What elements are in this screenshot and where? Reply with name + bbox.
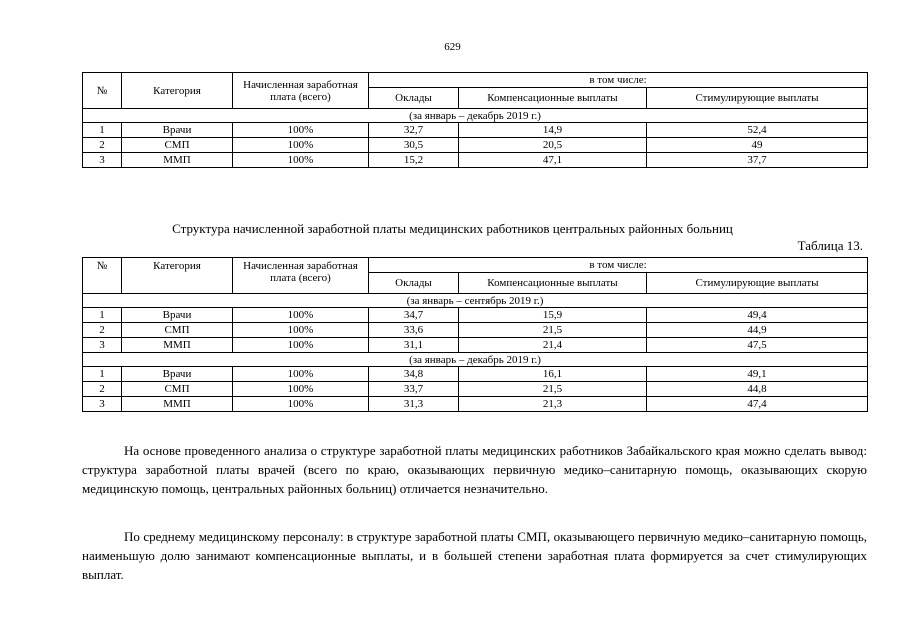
- header-incentive: Стимулирующие выплаты: [647, 88, 868, 109]
- cell: 30,5: [369, 138, 459, 153]
- cell: Врачи: [122, 367, 233, 382]
- cell: 34,7: [369, 308, 459, 323]
- cell: 31,1: [369, 338, 459, 353]
- cell: 21,5: [459, 382, 647, 397]
- header-incentive: Стимулирующие выплаты: [647, 273, 868, 294]
- cell: 16,1: [459, 367, 647, 382]
- table-row: [83, 367, 868, 382]
- cell: 44,9: [647, 323, 868, 338]
- cell: 2: [83, 382, 122, 397]
- cell: 33,7: [369, 382, 459, 397]
- page-number: 629: [444, 41, 461, 53]
- table-row: [83, 138, 868, 153]
- header-compensation: Компенсационные выплаты: [459, 88, 647, 109]
- cell: 47,4: [647, 397, 868, 412]
- cell: ММП: [122, 338, 233, 353]
- period-row: (за январь – декабрь 2019 г.): [83, 353, 868, 367]
- cell: 33,6: [369, 323, 459, 338]
- period-row: (за январь – декабрь 2019 г.): [83, 109, 868, 123]
- salary-structure-table-1: [82, 72, 868, 168]
- cell: ММП: [122, 397, 233, 412]
- header-including: в том числе:: [369, 258, 868, 273]
- cell: 37,7: [647, 153, 868, 168]
- cell: 1: [83, 308, 122, 323]
- cell: 2: [83, 323, 122, 338]
- cell: 100%: [233, 382, 369, 397]
- table-row: [83, 323, 868, 338]
- header-total: Начисленная заработная плата (всего): [233, 258, 369, 294]
- header-including: в том числе:: [369, 73, 868, 88]
- cell: 1: [83, 367, 122, 382]
- cell: 20,5: [459, 138, 647, 153]
- cell: 21,4: [459, 338, 647, 353]
- cell: 3: [83, 153, 122, 168]
- header-compensation: Компенсационные выплаты: [459, 273, 647, 294]
- header-number: №: [83, 73, 122, 109]
- cell: 15,9: [459, 308, 647, 323]
- cell: 49,1: [647, 367, 868, 382]
- cell: СМП: [122, 138, 233, 153]
- cell: ММП: [122, 153, 233, 168]
- cell: 100%: [233, 308, 369, 323]
- table-title: Структура начисленной заработной платы медицинских работников центральных районных больниц: [172, 221, 733, 236]
- cell: Врачи: [122, 123, 233, 138]
- period-row: (за январь – сентябрь 2019 г.): [83, 294, 868, 308]
- cell: 100%: [233, 397, 369, 412]
- cell: 3: [83, 338, 122, 353]
- cell: 44,8: [647, 382, 868, 397]
- cell: 21,5: [459, 323, 647, 338]
- table-row: [83, 123, 868, 138]
- cell: 34,8: [369, 367, 459, 382]
- cell: СМП: [122, 382, 233, 397]
- cell: 52,4: [647, 123, 868, 138]
- cell: 47,5: [647, 338, 868, 353]
- header-number: №: [83, 258, 122, 294]
- cell: 100%: [233, 367, 369, 382]
- table-row: [83, 382, 868, 397]
- salary-structure-table-13: [82, 257, 868, 412]
- cell: 100%: [233, 123, 369, 138]
- conclusion-paragraph: По среднему медицинскому персоналу: в структуре заработной платы СМП, оказывающего первичную медико–санитарную помощь, наименьшую долю занимают компенсационные выплаты, и в большей степени заработная плата формируется за счет стимулирующих выплат.: [82, 529, 867, 582]
- table-number: Таблица 13.: [797, 238, 863, 253]
- cell: 100%: [233, 138, 369, 153]
- cell: 1: [83, 123, 122, 138]
- cell: 47,1: [459, 153, 647, 168]
- cell: 2: [83, 138, 122, 153]
- header-salaries: Оклады: [369, 88, 459, 109]
- cell: 21,3: [459, 397, 647, 412]
- cell: СМП: [122, 323, 233, 338]
- header-category: Категория: [122, 258, 233, 294]
- table-row: [83, 397, 868, 412]
- cell: 49,4: [647, 308, 868, 323]
- cell: 31,3: [369, 397, 459, 412]
- cell: 100%: [233, 338, 369, 353]
- cell: 15,2: [369, 153, 459, 168]
- cell: 14,9: [459, 123, 647, 138]
- cell: 49: [647, 138, 868, 153]
- table-row: [83, 338, 868, 353]
- cell: 100%: [233, 153, 369, 168]
- cell: Врачи: [122, 308, 233, 323]
- cell: 3: [83, 397, 122, 412]
- cell: 32,7: [369, 123, 459, 138]
- header-salaries: Оклады: [369, 273, 459, 294]
- conclusion-paragraph: На основе проведенного анализа о структуре заработной платы медицинских работников Забайкальского края можно сделать вывод: структура заработной платы врачей (всего по краю, оказывающих первичную медико–санитарную помощь, оказывающих скорую медицинскую помощь, центральных районных больниц) отличается незначительно.: [82, 443, 867, 496]
- cell: 100%: [233, 323, 369, 338]
- table-row: [83, 153, 868, 168]
- table-row: [83, 308, 868, 323]
- header-category: Категория: [122, 73, 233, 109]
- header-total: Начисленная заработная плата (всего): [233, 73, 369, 109]
